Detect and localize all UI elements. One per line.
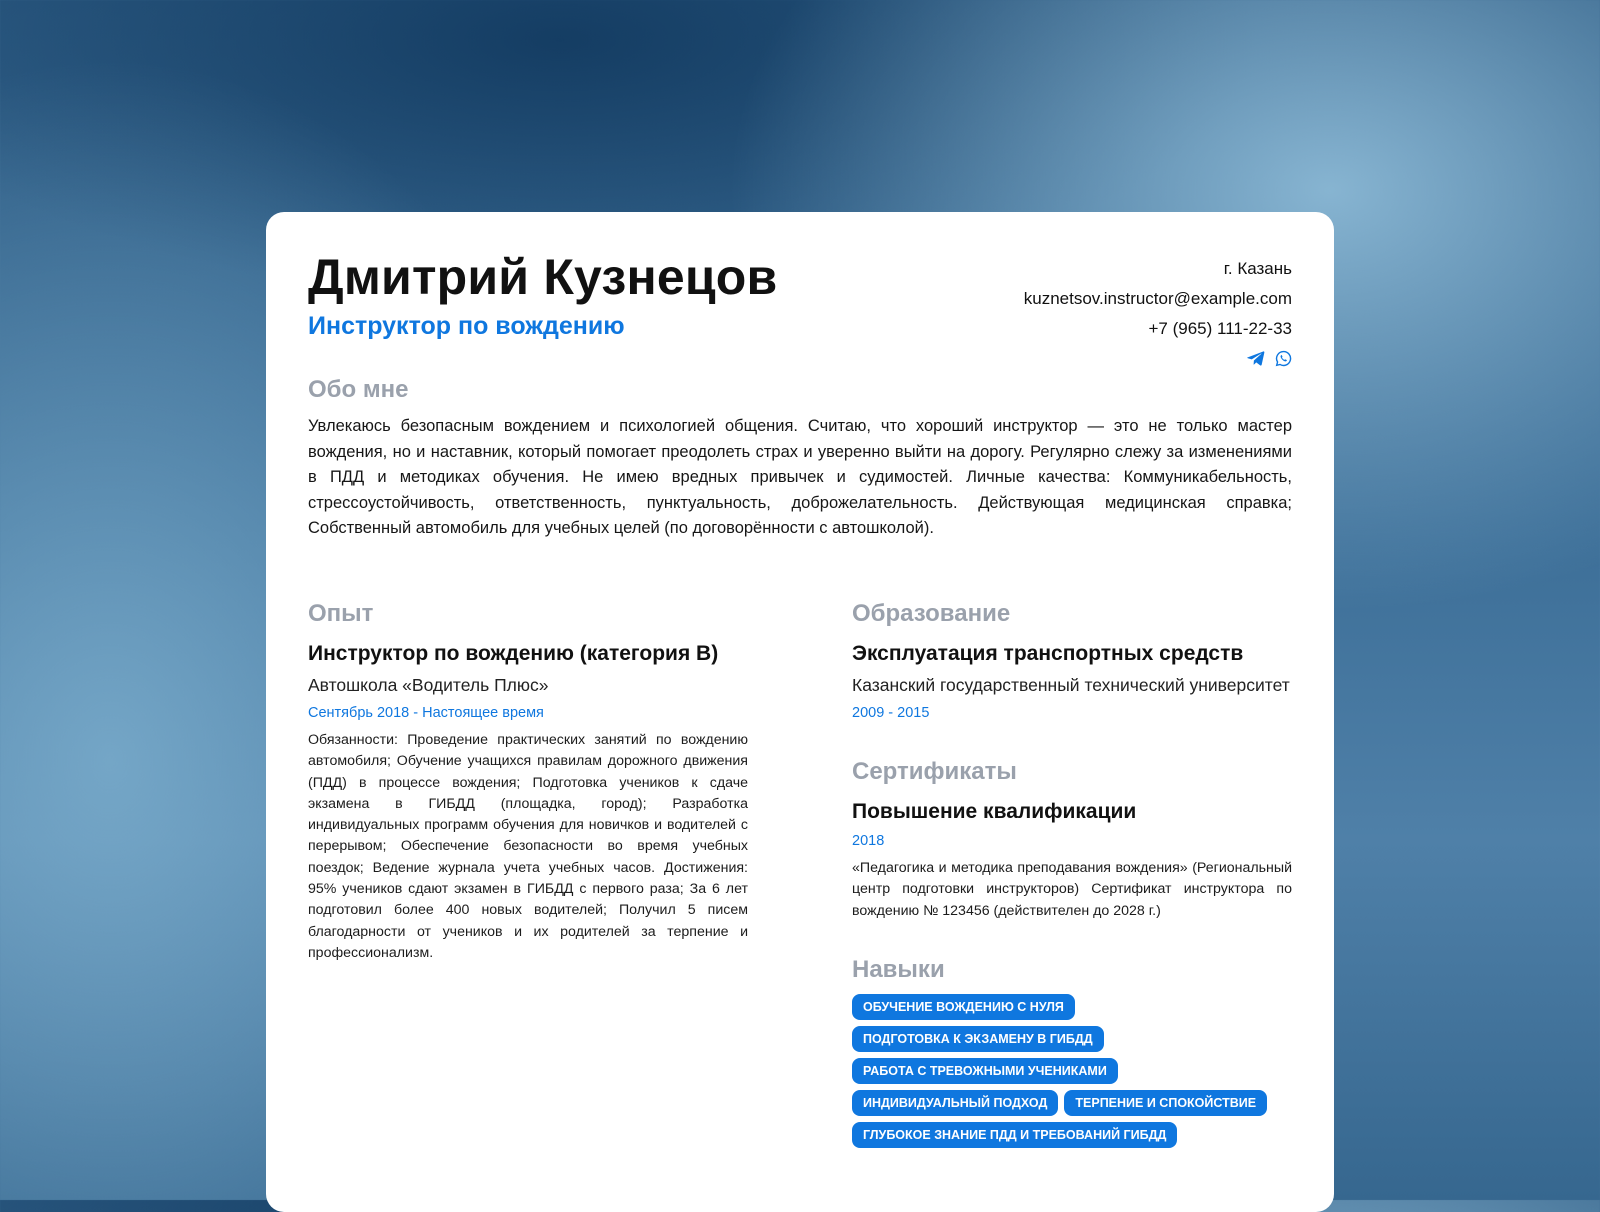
- experience-org: Автошкола «Водитель Плюс»: [308, 675, 549, 695]
- telegram-icon[interactable]: [1247, 350, 1265, 366]
- contact-email[interactable]: kuznetsov.instructor@example.com: [1023, 289, 1292, 308]
- education-dates: 2009 - 2015: [852, 705, 930, 721]
- experience-heading: Опыт: [308, 600, 374, 627]
- about-text: Увлекаюсь безопасным вождением и психологией общения. Считаю, что хороший инструктор — это не только мастер вождения, но и наставник, который помогает преодолеть страх и уверенно выйти на дорогу. Регулярно слежу за изменениями в ПДД и методиках обучения. Не имею вредных привычек и судимостей. Личные качества: Коммуникабельность, стрессоустойчивость, ответственность, пунктуальность, доброжелательность. Действующая медицинская справка; Собственный автомобиль для учебных целей (по договорённости с автошколой).: [308, 417, 1292, 537]
- resume-card: [266, 212, 1334, 1212]
- social-links: [1024, 346, 1292, 370]
- certificate-year: 2018: [852, 833, 885, 849]
- skills-tags: [852, 994, 1292, 1148]
- experience-item: [308, 640, 748, 964]
- person-role: Инструктор по вождению: [308, 312, 625, 340]
- certificates-section: [852, 758, 1292, 922]
- skill-tag: ТЕРПЕНИЕ И СПОКОЙСТВИЕ: [1064, 1090, 1267, 1116]
- person-name: Дмитрий Кузнецов: [308, 249, 778, 305]
- skill-tag: ГЛУБОКОЕ ЗНАНИЕ ПДД И ТРЕБОВАНИЙ ГИБДД: [852, 1122, 1177, 1148]
- education-section: [852, 600, 1292, 724]
- experience-title: Инструктор по вождению (категория B): [308, 642, 719, 665]
- skill-tag: ПОДГОТОВКА К ЭКЗАМЕНУ В ГИБДД: [852, 1026, 1104, 1052]
- skills-heading: Навыки: [852, 955, 945, 983]
- education-heading: Образование: [852, 600, 1011, 627]
- experience-dates: Сентябрь 2018 - Настоящее время: [308, 705, 544, 721]
- contact-city: г. Казань: [1223, 259, 1292, 278]
- certificates-heading: Сертификаты: [852, 758, 1017, 785]
- skill-tag: РАБОТА С ТРЕВОЖНЫМИ УЧЕНИКАМИ: [852, 1058, 1118, 1084]
- education-title: Эксплуатация транспортных средств: [852, 642, 1244, 665]
- about-heading: Обо мне: [308, 376, 409, 403]
- right-column: [852, 600, 1292, 1148]
- skill-tag: ИНДИВИДУАЛЬНЫЙ ПОДХОД: [852, 1090, 1058, 1116]
- contact-phone[interactable]: +7 (965) 111-22-33: [1148, 319, 1292, 338]
- contacts-block: [1024, 254, 1292, 370]
- skill-tag: ОБУЧЕНИЕ ВОЖДЕНИЮ С НУЛЯ: [852, 994, 1075, 1020]
- whatsapp-icon[interactable]: [1275, 350, 1292, 367]
- education-org: Казанский государственный технический университет: [852, 675, 1290, 695]
- about-section: [308, 376, 1292, 542]
- experience-description: Обязанности: Проведение практических занятий по вождению автомобиля; Обучение учащихся правилам дорожного движения (ПДД) в процессе вождения; Подготовка учеников к сдаче экзамена в ГИБДД (площадка, город); Разработка индивидуальных программ обучения для новичков и водителей с перерывом; Обеспечение безопасности во время учебных поездок; Ведение журнала учета учебных часов. Достижения: 95% учеников сдают экзамен в ГИБДД с первого раза; За 6 лет подготовил более 400 новых водителей; Получил 5 писем благодарности от учеников и их родителей за терпение и профессионализм.: [308, 732, 748, 961]
- certificate-title: Повышение квалификации: [852, 800, 1137, 823]
- skills-section: [852, 956, 1292, 1148]
- experience-section: [308, 600, 748, 964]
- certificate-description: «Педагогика и методика преподавания вождения» (Региональный центр подготовки инструкторов) Сертификат инструктора по вождению № 123456 (действителен до 2028 г.): [852, 860, 1292, 919]
